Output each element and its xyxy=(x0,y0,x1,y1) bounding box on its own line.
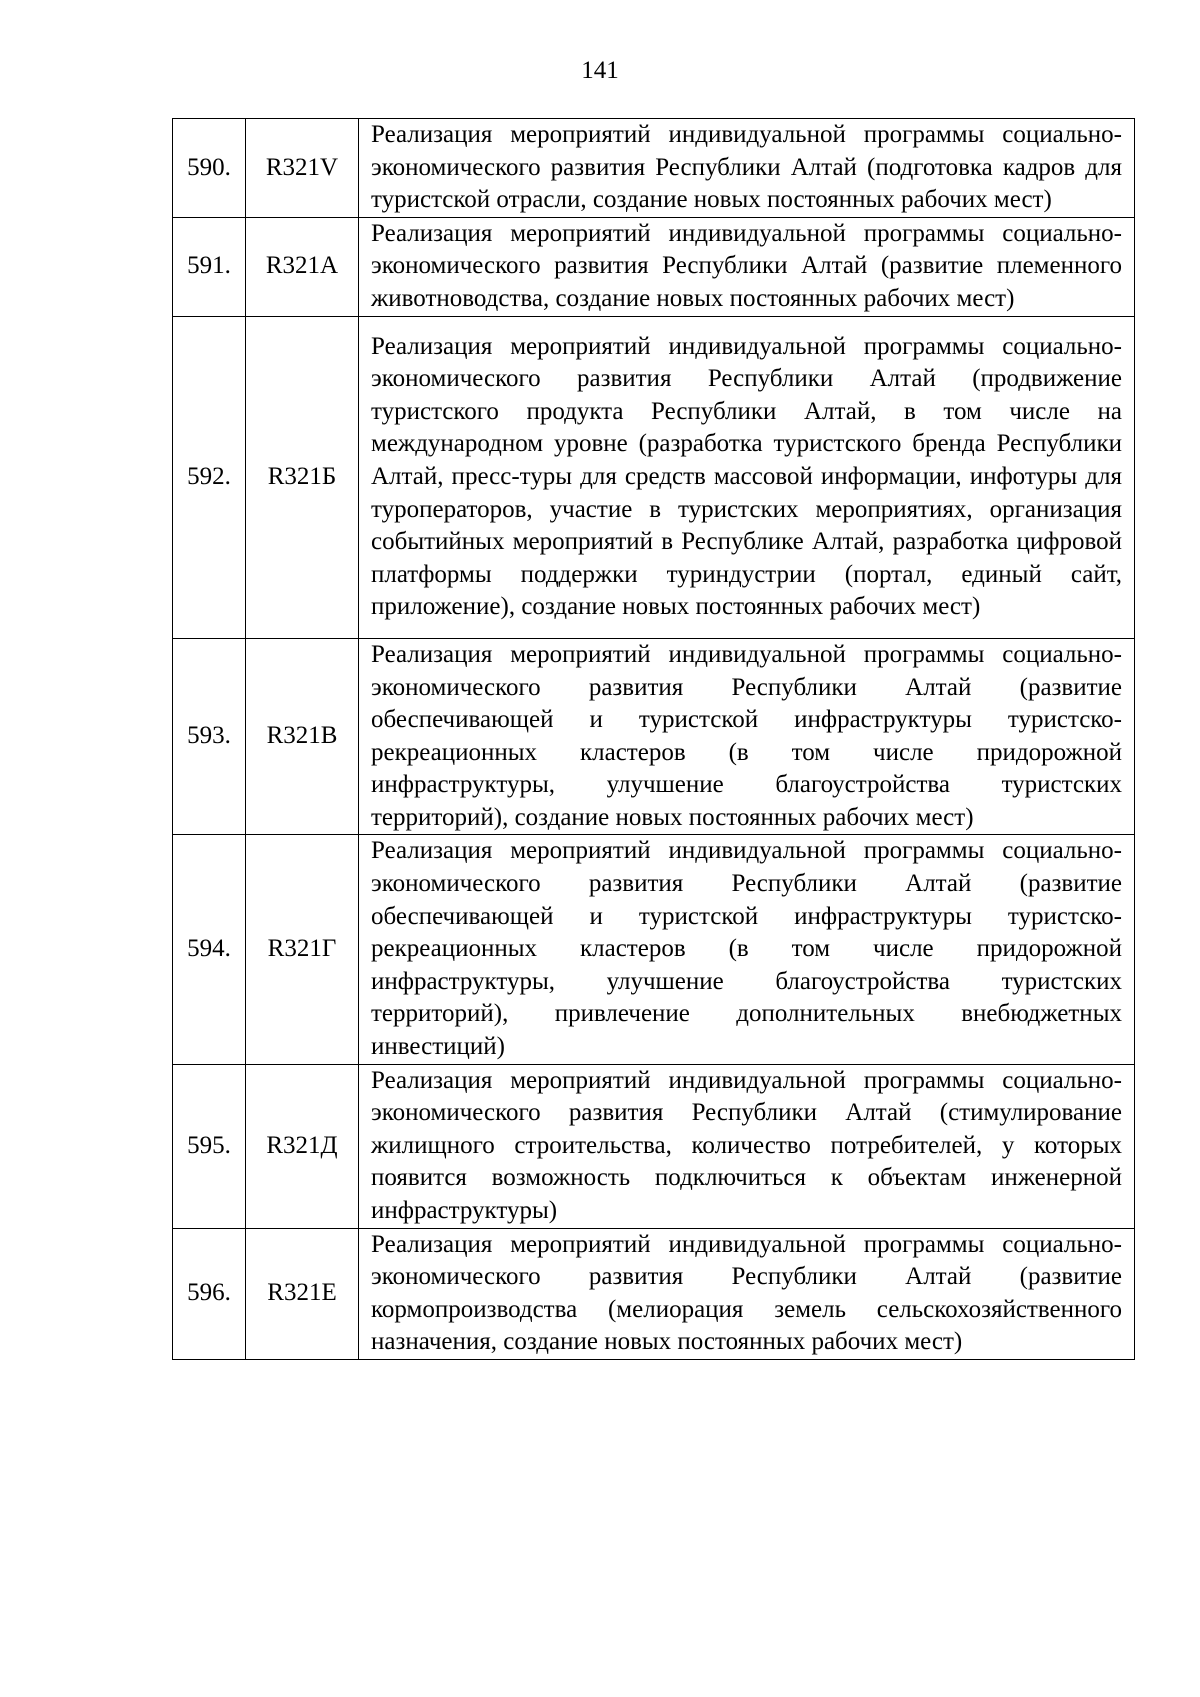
row-description: Реализация мероприятий индивидуальной программы социально-экономического развития Республики Алтай (развитие племенного животноводства, создание новых постоянных рабочих мест) xyxy=(359,217,1135,316)
budget-codes-table xyxy=(172,118,1135,1360)
table-row xyxy=(173,1064,1135,1228)
table-row xyxy=(173,638,1135,835)
table-row xyxy=(173,835,1135,1064)
row-code: R321V xyxy=(246,119,359,218)
row-code: R321Б xyxy=(246,316,359,638)
row-code: R321Д xyxy=(246,1064,359,1228)
table-row xyxy=(173,316,1135,638)
table-row xyxy=(173,1228,1135,1359)
row-description: Реализация мероприятий индивидуальной программы социально-экономического развития Республики Алтай (развитие обеспечивающей и туристской инфраструктуры туристско-рекреационных кластеров (в том числе придорожной инфраструктуры, улучшение благоустройства туристских территорий), создание новых постоянных рабочих мест) xyxy=(359,638,1135,835)
row-number: 594. xyxy=(173,835,246,1064)
row-number: 591. xyxy=(173,217,246,316)
row-description: Реализация мероприятий индивидуальной программы социально-экономического развития Республики Алтай (развитие кормопроизводства (мелиорация земель сельскохозяйственного назначения, создание новых постоянных рабочих мест) xyxy=(359,1228,1135,1359)
row-description: Реализация мероприятий индивидуальной программы социально-экономического развития Республики Алтай (стимулирование жилищного строительства, количество потребителей, у которых появится возможность подключиться к объектам инженерной инфраструктуры) xyxy=(359,1064,1135,1228)
row-code: R321В xyxy=(246,638,359,835)
table-row xyxy=(173,217,1135,316)
row-description: Реализация мероприятий индивидуальной программы социально-экономического развития Республики Алтай (развитие обеспечивающей и туристской инфраструктуры туристско-рекреационных кластеров (в том числе придорожной инфраструктуры, улучшение благоустройства туристских территорий), привлечение дополнительных внебюджетных инвестиций) xyxy=(359,835,1135,1064)
row-description: Реализация мероприятий индивидуальной программы социально-экономического развития Республики Алтай (подготовка кадров для туристской отрасли, создание новых постоянных рабочих мест) xyxy=(359,119,1135,218)
row-code: R321E xyxy=(246,1228,359,1359)
row-number: 595. xyxy=(173,1064,246,1228)
row-number: 596. xyxy=(173,1228,246,1359)
row-number: 592. xyxy=(173,316,246,638)
table-row xyxy=(173,119,1135,218)
row-number: 593. xyxy=(173,638,246,835)
page-number: 141 xyxy=(581,57,619,84)
row-code: R321Г xyxy=(246,835,359,1064)
row-number: 590. xyxy=(173,119,246,218)
row-description: Реализация мероприятий индивидуальной программы социально-экономического развития Республики Алтай (продвижение туристского продукта Республики Алтай, в том числе на международном уровне (разработка туристского бренда Республики Алтай, пресс-туры для средств массовой информации, инфотуры для туроператоров, участие в туристских мероприятиях, организация событийных мероприятий в Республике Алтай, разработка цифровой платформы поддержки туриндустрии (портал, единый сайт, приложение), создание новых постоянных рабочих мест) xyxy=(359,316,1135,638)
row-code: R321A xyxy=(246,217,359,316)
